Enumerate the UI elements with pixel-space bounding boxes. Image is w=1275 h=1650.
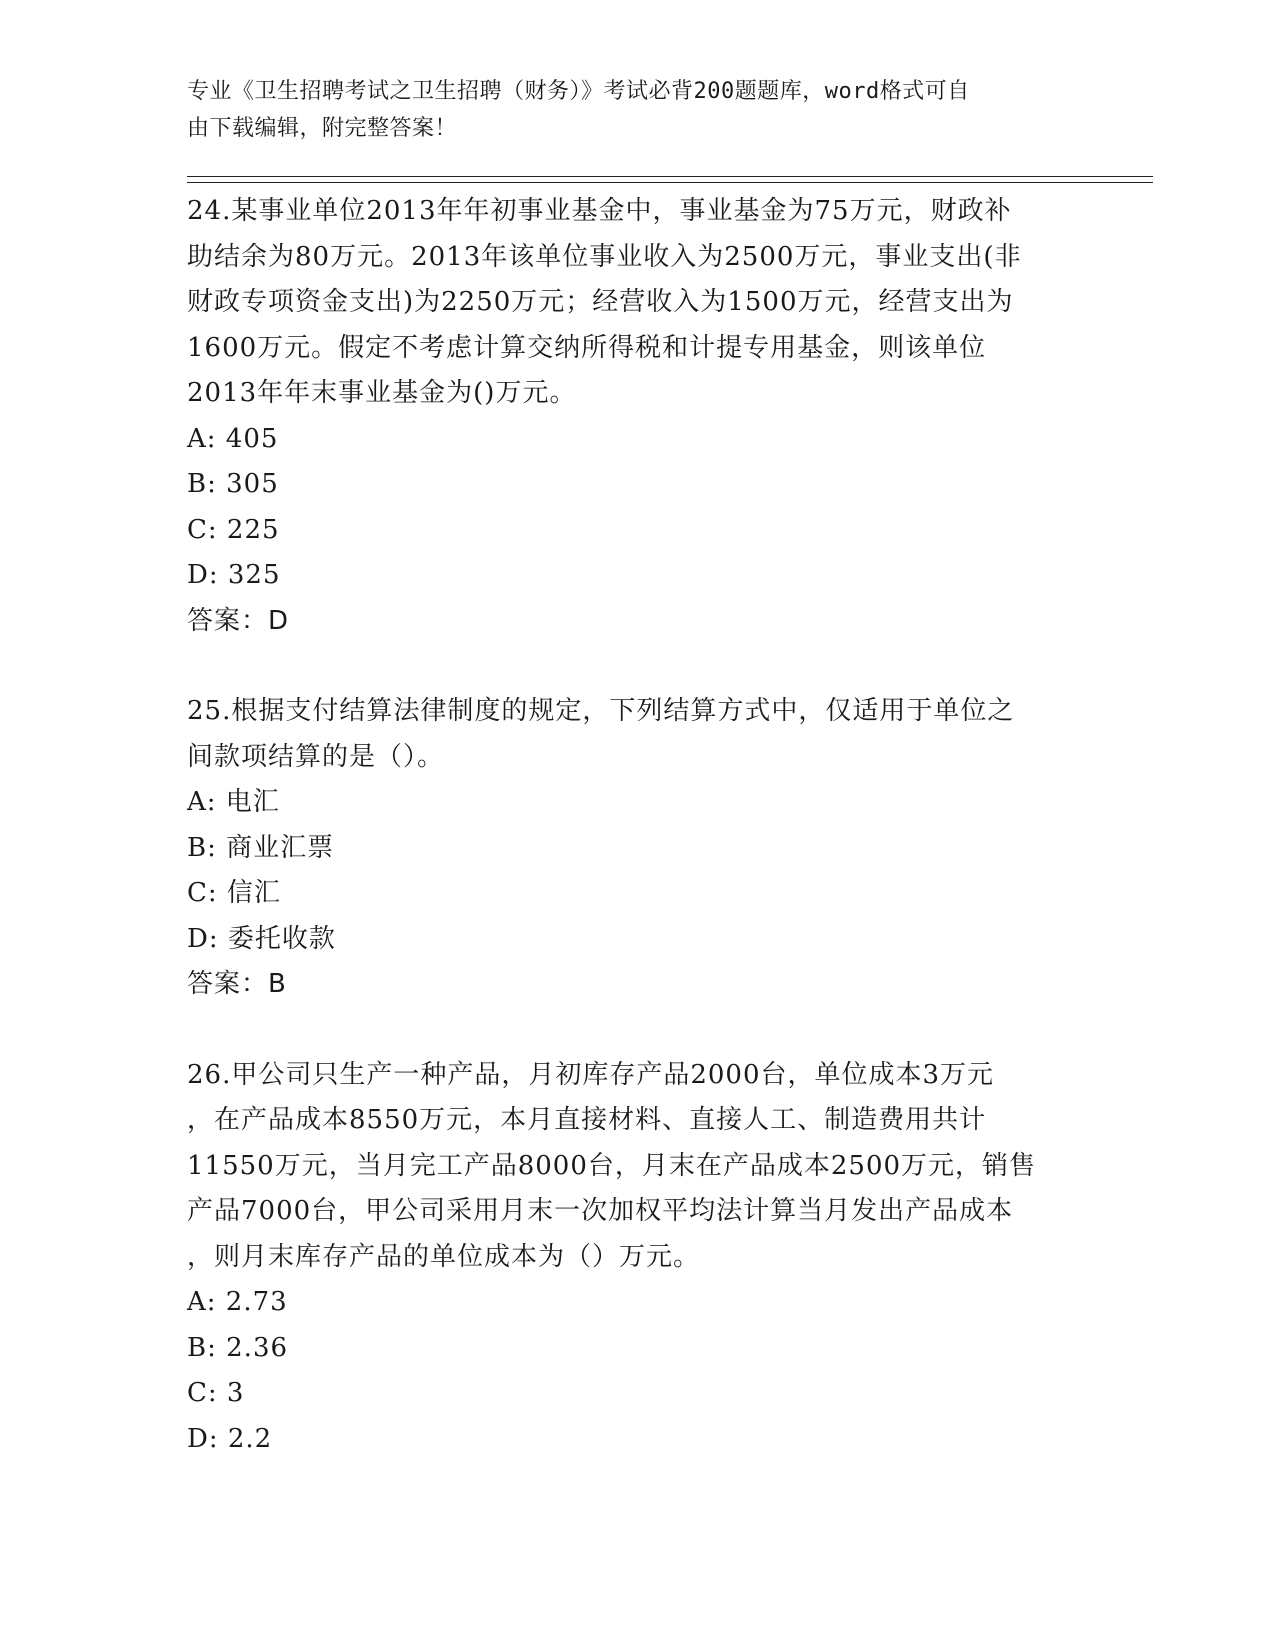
header-divider-top [187,176,1153,177]
question-text-line: 2013年年末事业基金为()万元。 [187,378,577,408]
question-25 [187,689,1087,1008]
header-divider-bottom [187,182,1153,183]
question-text-line: ，在产品成本8550万元，本月直接材料、直接人工、制造费用共计 [187,1105,987,1135]
question-text-line: 助结余为80万元。2013年该单位事业收入为2500万元，事业支出(非 [187,241,1022,272]
option-d: D: 325 [187,560,281,590]
question-text-line: 25.根据支付结算法律制度的规定，下列结算方式中，仅适用于单位之 [187,696,1015,726]
question-list [187,189,1087,1462]
option-d: D: 委托收款 [187,923,336,954]
question-text-line: ，则月末库存产品的单位成本为（）万元。 [187,1241,701,1272]
option-d: D: 2.2 [187,1423,273,1454]
question-text-line: 11550万元，当月完工产品8000台，月末在产品成本2500万元，销售 [187,1150,1037,1181]
option-a: A: 2.73 [187,1287,288,1317]
option-b: B: 305 [187,469,279,499]
option-a: A: 电汇 [187,787,280,817]
question-text-line: 24.某事业单位2013年年初事业基金中，事业基金为75万元，财政补 [187,196,1012,226]
question-spacer [187,644,1087,689]
option-a: A: 405 [187,423,279,454]
header-line-2: 由下载编辑，附完整答案！ [187,116,458,141]
option-c: C: 3 [187,1378,245,1408]
option-c: C: 225 [187,514,280,545]
header-line-1: 专业《卫生招聘考试之卫生招聘（财务）》考试必背200题题库，word格式可自 [187,79,970,104]
question-text-line: 间款项结算的是（）。 [187,741,445,772]
question-text-line: 产品7000台，甲公司采用月末一次加权平均法计算当月发出产品成本 [187,1196,1014,1226]
option-b: B: 2.36 [187,1332,289,1363]
question-text-line: 1600万元。假定不考虑计算交纳所得税和计提专用基金，则该单位 [187,332,987,363]
question-spacer [187,1008,1087,1053]
answer-label: 答案：B [187,969,287,999]
question-text-line: 26.甲公司只生产一种产品，月初库存产品2000台，单位成本3万元 [187,1059,995,1090]
document-header [187,73,1067,147]
option-b: B: 商业汇票 [187,832,335,863]
option-c: C: 信汇 [187,878,281,908]
question-text-line: 财政专项资金支出)为2250万元；经营收入为1500万元，经营支出为 [187,287,1014,317]
answer-label: 答案：D [187,605,290,636]
question-26 [187,1053,1087,1463]
question-24 [187,189,1087,644]
